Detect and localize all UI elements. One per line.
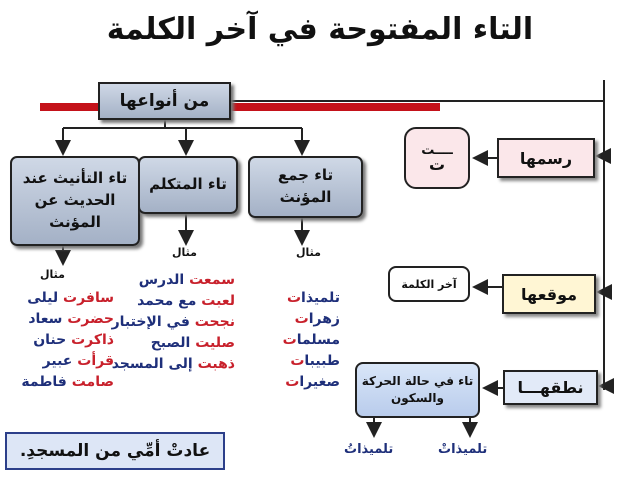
aspect-position-node: موقعها: [502, 274, 596, 314]
type-plural-node: تاء جمع المؤنث: [248, 156, 363, 218]
example-item: مسلمات: [282, 332, 340, 348]
example-item: تلميذات: [286, 290, 340, 306]
type-feminine-node: تاء التأنيث عند الحديث عن المؤنث: [10, 156, 140, 246]
example-item: سافرت ليلى: [27, 290, 114, 306]
feminine-examples: [21, 288, 114, 393]
speaker-examples: [112, 270, 235, 375]
aspect-shape-node: رسمها: [497, 138, 595, 178]
example-item: طبيبات: [290, 353, 340, 369]
example-item: ذاكرت حنان: [33, 332, 114, 348]
shape-glyph-box: [404, 127, 470, 189]
position-detail-box: آخر الكلمة: [388, 266, 470, 302]
example-item: سمعت الدرس: [138, 272, 235, 288]
root-node: من أنواعها: [98, 82, 231, 120]
example-item: ذهبت إلى المسجد: [111, 356, 235, 372]
example-label-plural: مثال: [296, 246, 321, 259]
example-item: زهرات: [294, 311, 340, 327]
type-speaker-node: تاء المتكلم: [138, 156, 238, 214]
example-item: نجحت في الإختبار: [111, 314, 235, 330]
shape-glyph-connected: ــــت: [421, 142, 453, 158]
pron-example-sukun: تلميذاتْ: [438, 442, 488, 457]
example-item: صليت الصبح: [150, 335, 235, 351]
example-item: حضرت سعاد: [28, 311, 114, 327]
example-label-feminine: مثال: [40, 268, 65, 281]
example-sentence-box: عادتْ أمِّي من المسجدِ.: [5, 432, 225, 470]
pron-example-harakah: تلميذاتُ: [344, 442, 394, 457]
shape-glyph-isolated: ت: [428, 154, 446, 174]
plural-examples: [283, 288, 340, 393]
example-label-speaker: مثال: [172, 246, 197, 259]
example-item: لعبت مع محمد: [137, 293, 235, 309]
example-item: صامت فاطمة: [21, 374, 114, 390]
pronunciation-detail-box: تاء في حالة الحركة والسكون: [355, 362, 480, 418]
page-title: التاء المفتوحة في آخر الكلمة: [106, 12, 534, 47]
example-item: صغيرات: [285, 374, 340, 390]
example-item: قرأت عبير: [42, 353, 114, 369]
aspect-pronunciation-node: نطقهـــا: [503, 370, 598, 405]
